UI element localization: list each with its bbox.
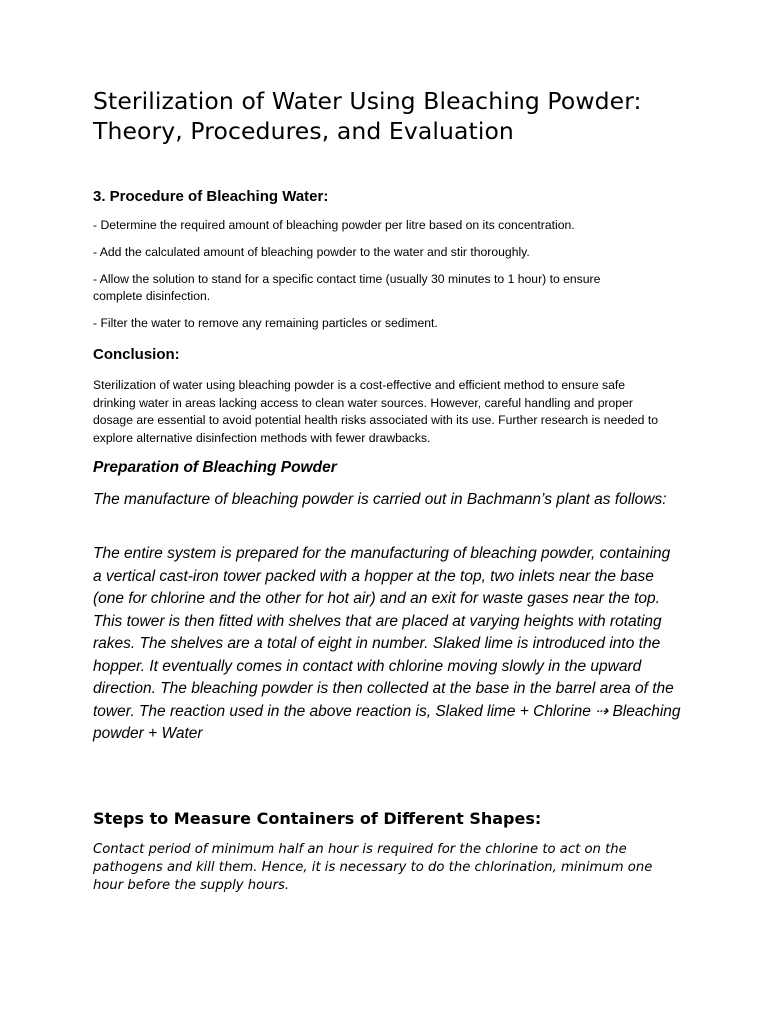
conclusion-paragraph: Sterilization of water using bleaching powder is a cost-effective and efficient method to ensure safe drinking water in areas lacking access to clean water sources. However, careful handling and proper dosage are essential to avoid potential health risks associated with its use. Further research is needed to explore alternative disinfection methods with fewer drawbacks. — [93, 378, 659, 445]
measure-heading: Steps to Measure Containers of Different Shapes: — [93, 809, 542, 828]
document-page — [93, 86, 683, 893]
document-title: Sterilization of Water Using Bleaching Powder: Theory, Procedures, and Evaluation — [93, 87, 642, 145]
preparation-intro: The manufacture of bleaching powder is carried out in Bachmann’s plant as follows: — [93, 491, 667, 508]
conclusion-heading: Conclusion: — [93, 346, 180, 363]
procedure-heading: 3. Procedure of Bleaching Water: — [93, 188, 329, 205]
measure-paragraph: Contact period of minimum half an hour is required for the chlorine to act on the pathogens and kill them. Hence, it is necessary to do the chlorination, minimum one hour before the supply hours. — [93, 842, 653, 893]
procedure-step: - Allow the solution to stand for a specific contact time (usually 30 minutes to 1 hour) to ensure complete disinfection. — [93, 272, 601, 303]
procedure-step: - Filter the water to remove any remaining particles or sediment. — [93, 316, 438, 330]
procedure-step: - Determine the required amount of bleaching powder per litre based on its concentration. — [93, 218, 575, 232]
procedure-step: - Add the calculated amount of bleaching powder to the water and stir thoroughly. — [93, 245, 530, 259]
preparation-heading: Preparation of Bleaching Powder — [93, 459, 337, 476]
procedure-steps-list — [93, 217, 653, 342]
preparation-body: The entire system is prepared for the manufacturing of bleaching powder, containing a vertical cast-iron tower packed with a hopper at the top, two inlets near the base (one for chlorine and the other for hot air) and an exit for waste gases near the top. This tower is then fitted with shelves that are placed at varying heights with rotating rakes. The shelves are a total of eight in number. Slaked lime is introduced into the hopper. It eventually comes in contact with chlorine moving slowly in the upward direction. The bleaching powder is then collected at the base in the barrel area of the tower. The reaction used in the above reaction is, Slaked lime + Chlorine ⇢ Bleaching powder + Water — [93, 545, 681, 742]
